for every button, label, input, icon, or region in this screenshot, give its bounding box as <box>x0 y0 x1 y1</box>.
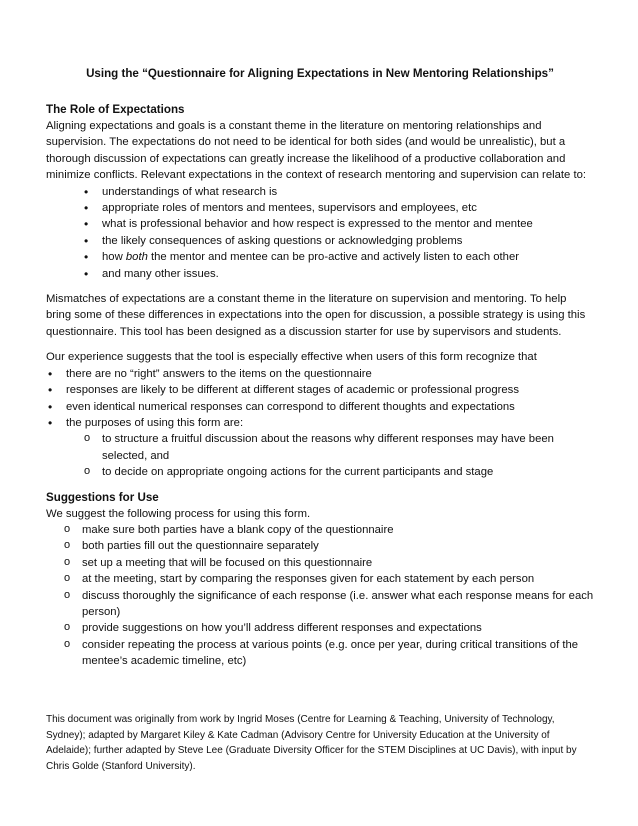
attribution-footer: This document was originally from work by Ingrid Moses (Centre for Learning & Teaching, University of Technology, Sydney); adapted by Margaret Kiley & Kate Cadman (Advisory Centre for University Education at the University of Adelaide); further adapted by Steve Lee (Graduate Diversity Officer for the STEM Disciplines at UC Davis), with input by Chris Golde (Stanford University). <box>46 714 577 772</box>
list-item: o make sure both parties have a blank copy of the questionnaire <box>64 522 594 538</box>
list-item: o to decide on appropriate ongoing actions for the current participants and stage <box>84 464 594 480</box>
item-rest: the mentor and mentee can be pro-active and actively listen to each other <box>147 251 520 264</box>
list-item: • the likely consequences of asking questions or acknowledging problems <box>82 233 594 249</box>
suggestions-intro: We suggest the following process for using this form. <box>46 507 311 520</box>
list-item: • what is professional behavior and how respect is expressed to the mentor and mentee <box>82 216 594 232</box>
emphasis-both: both <box>125 251 148 264</box>
list-item: o discuss thoroughly the significance of each response (i.e. answer what each response means for each person) <box>64 588 594 621</box>
list-item: o provide suggestions on how you’ll address different responses and expectations <box>64 620 594 636</box>
purposes-list <box>84 431 594 480</box>
process-steps-list <box>64 522 594 670</box>
list-item: o consider repeating the process at various points (e.g. once per year, during critical transitions of the mentee’s academic timeline, etc) <box>64 637 594 670</box>
list-item: • and many other issues. <box>82 266 594 282</box>
suggestions-heading: Suggestions for Use <box>46 490 159 504</box>
purposes-label: the purposes of using this form are: <box>66 416 244 429</box>
mismatch-paragraph: Mismatches of expectations are a constant theme in the literature on supervision and mentoring. To help bring some of these differences in expectations into the open for discussion, a possible strategy is using this questionnaire. This tool has been designed as a discussion starter for use by supervisors and students. <box>46 293 586 338</box>
list-item: • there are no “right” answers to the items on the questionnaire <box>46 366 594 382</box>
expectation-topics-list <box>82 184 594 282</box>
item-prefix: how <box>102 251 126 264</box>
list-item: • responses are likely to be different at different stages of academic or professional progress <box>46 382 594 398</box>
list-item <box>46 415 594 481</box>
list-item: o at the meeting, start by comparing the responses given for each statement by each person <box>64 571 594 587</box>
experience-paragraph: Our experience suggests that the tool is especially effective when users of this form recognize that <box>46 351 537 364</box>
experience-list <box>46 366 594 481</box>
list-item: o set up a meeting that will be focused on this questionnaire <box>64 555 594 571</box>
list-item: • appropriate roles of mentors and mentees, supervisors and employees, etc <box>82 200 594 216</box>
list-item: o to structure a fruitful discussion about the reasons why different responses may have been selected, and <box>84 431 594 464</box>
list-item: • understandings of what research is <box>82 184 594 200</box>
list-item: • even identical numerical responses can correspond to different thoughts and expectations <box>46 399 594 415</box>
list-item: o both parties fill out the questionnaire separately <box>64 538 594 554</box>
role-heading: The Role of Expectations <box>46 103 185 116</box>
list-item <box>82 249 594 265</box>
document-title: Using the “Questionnaire for Aligning Expectations in New Mentoring Relationships” <box>86 67 554 80</box>
role-intro-paragraph: Aligning expectations and goals is a constant theme in the literature on mentoring relationships and supervision. The expectations do not need to be identical for both sides (and would be unrealistic), but a thorough discussion of expectations can greatly increase the likelihood of a productive collaboration and minimize conflicts. Relevant expectations in the context of research mentoring and supervision can relate to: <box>46 120 587 182</box>
